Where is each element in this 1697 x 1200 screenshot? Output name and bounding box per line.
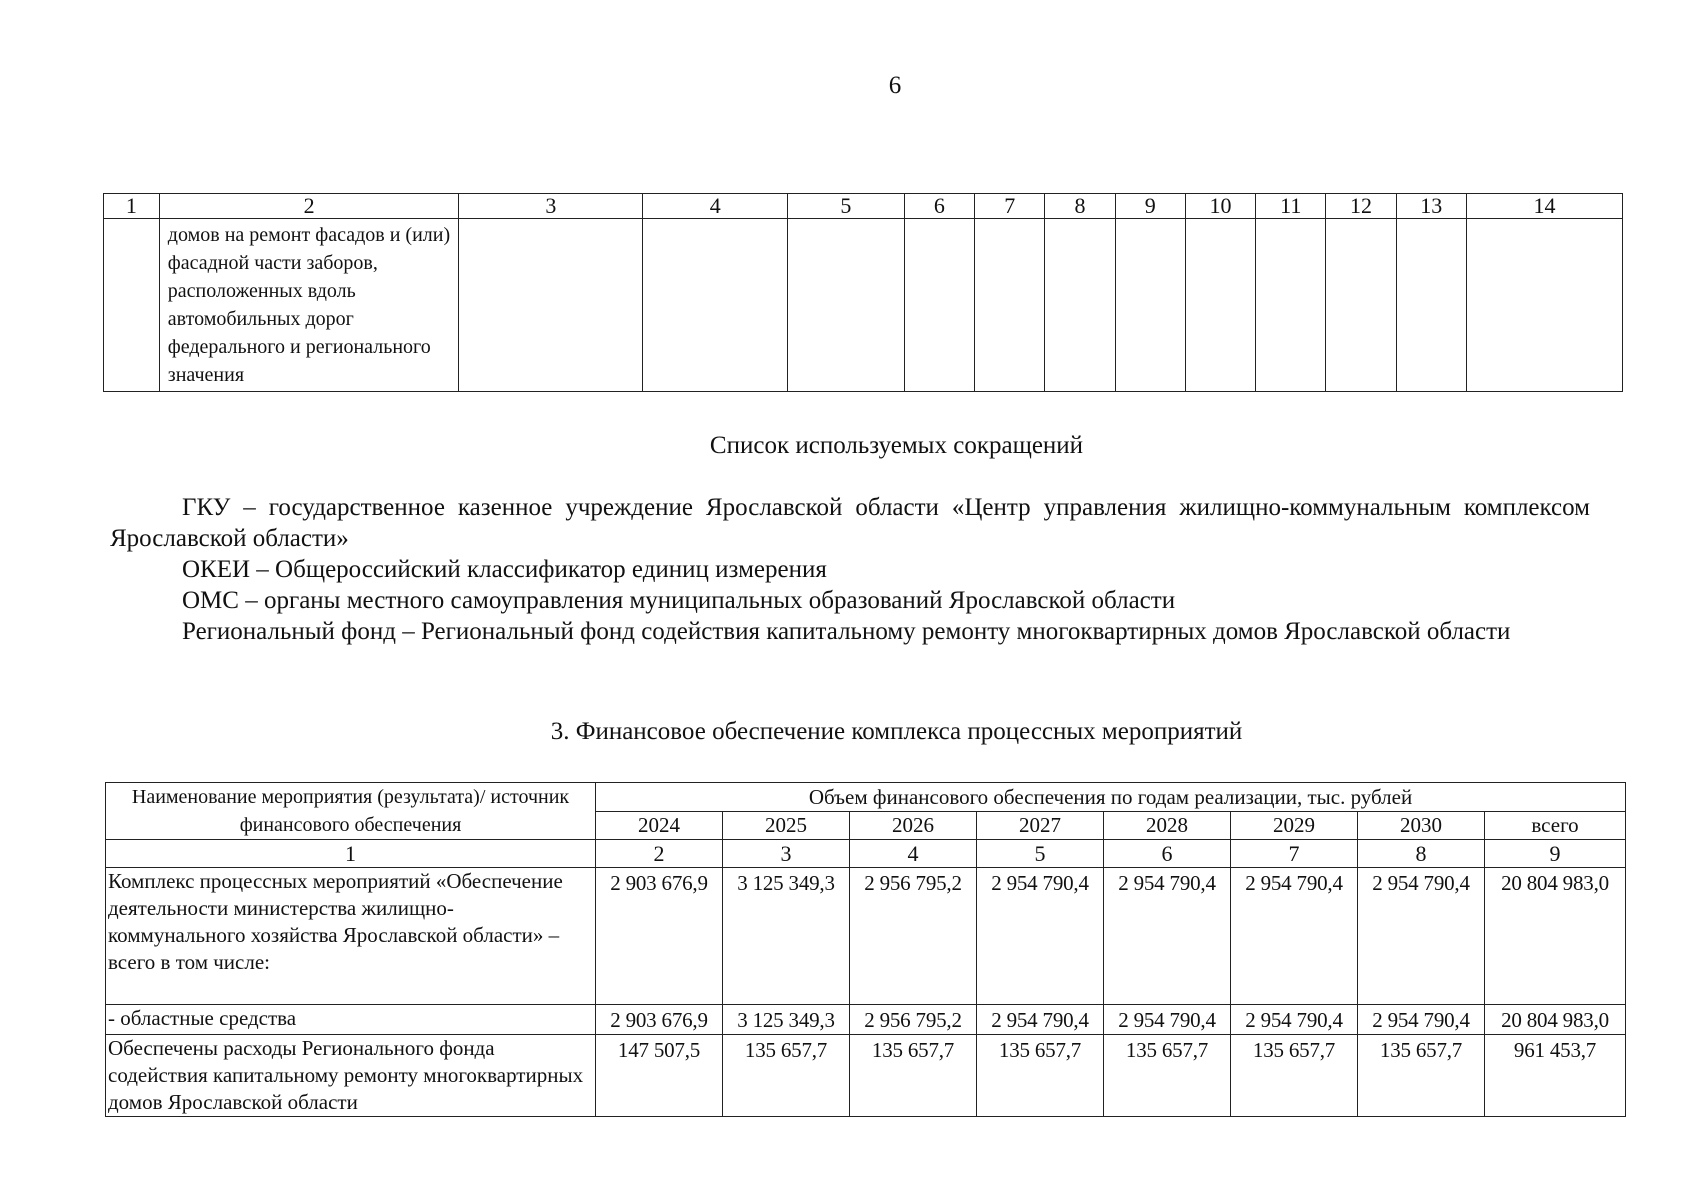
value-cell: 3 125 349,3 — [723, 1005, 850, 1035]
year-header: 2024 — [596, 811, 723, 840]
value-cell: 135 657,7 — [723, 1035, 850, 1117]
finance-header-row — [106, 783, 1626, 812]
value-cell: 135 657,7 — [977, 1035, 1104, 1117]
index-cell: 1 — [106, 840, 596, 868]
value-cell: 2 903 676,9 — [596, 1005, 723, 1035]
value-cell: 2 956 795,2 — [850, 868, 977, 1005]
abbreviations-list — [110, 492, 1590, 647]
abbreviation-item: ГКУ – государственное казенное учреждение Ярославской области «Центр управления жилищно-коммунальным комплексом Ярославской области» — [110, 494, 1590, 552]
value-cell: 2 954 790,4 — [1231, 868, 1358, 1005]
table-row — [104, 219, 1623, 392]
value-cell: 961 453,7 — [1485, 1035, 1626, 1117]
column-number: 13 — [1396, 194, 1466, 219]
column-number: 3 — [459, 194, 643, 219]
table-row — [106, 868, 1626, 1005]
value-cell: 20 804 983,0 — [1485, 868, 1626, 1005]
column-number: 5 — [788, 194, 905, 219]
value-cell: 135 657,7 — [1104, 1035, 1231, 1117]
column-number: 8 — [1045, 194, 1115, 219]
value-cell: 2 956 795,2 — [850, 1005, 977, 1035]
index-cell: 8 — [1358, 840, 1485, 868]
value-cell: 2 954 790,4 — [977, 868, 1104, 1005]
year-header: 2030 — [1358, 811, 1485, 840]
value-cell: 2 954 790,4 — [1231, 1005, 1358, 1035]
page-number: 6 — [888, 72, 902, 99]
abbreviation-item: ОМС – органы местного самоуправления муниципальных образований Ярославской области — [182, 587, 1176, 614]
value-cell: 135 657,7 — [1358, 1035, 1485, 1117]
index-cell: 4 — [850, 840, 977, 868]
value-cell: 2 903 676,9 — [596, 868, 723, 1005]
value-cell: 135 657,7 — [1231, 1035, 1358, 1117]
year-header: 2029 — [1231, 811, 1358, 840]
column-number: 14 — [1466, 194, 1622, 219]
value-cell: 20 804 983,0 — [1485, 1005, 1626, 1035]
table-row — [106, 1005, 1626, 1035]
row-name: Обеспечены расходы Регионального фонда содействия капитальному ремонту многоквартирных домов Ярославской области — [106, 1035, 596, 1117]
column-number: 12 — [1326, 194, 1396, 219]
index-cell: 6 — [1104, 840, 1231, 868]
column-number: 4 — [643, 194, 788, 219]
column-number-row — [104, 194, 1623, 219]
finance-table — [105, 782, 1626, 1117]
row-description: домов на ремонт фасадов и (или) фасадной части заборов, расположенных вдоль автомобильных дорог федерального и регионального значения — [159, 219, 459, 392]
value-cell: 2 954 790,4 — [1358, 1005, 1485, 1035]
continuation-table — [103, 193, 1623, 392]
index-row — [106, 840, 1626, 868]
index-cell: 5 — [977, 840, 1104, 868]
column-number: 6 — [904, 194, 974, 219]
year-header: 2026 — [850, 811, 977, 840]
abbreviation-item: Региональный фонд – Региональный фонд содействия капитальному ремонту многоквартирных домов Ярославской области — [182, 618, 1511, 645]
year-header: всего — [1485, 811, 1626, 840]
value-cell: 2 954 790,4 — [977, 1005, 1104, 1035]
volume-header: Объем финансового обеспечения по годам реализации, тыс. рублей — [596, 783, 1626, 812]
value-cell: 2 954 790,4 — [1104, 868, 1231, 1005]
table-row — [106, 1035, 1626, 1117]
value-cell: 3 125 349,3 — [723, 868, 850, 1005]
column-number: 10 — [1185, 194, 1255, 219]
name-column-header: Наименование мероприятия (результата)/ источник финансового обеспечения — [106, 783, 596, 840]
value-cell: 2 954 790,4 — [1358, 868, 1485, 1005]
column-number: 2 — [159, 194, 459, 219]
finance-section-title: 3. Финансовое обеспечение комплекса процессных мероприятий — [550, 718, 1243, 745]
abbreviation-item: ОКЕИ – Общероссийский классификатор единиц измерения — [182, 556, 827, 583]
year-header: 2025 — [723, 811, 850, 840]
value-cell: 147 507,5 — [596, 1035, 723, 1117]
index-cell: 2 — [596, 840, 723, 868]
index-cell: 3 — [723, 840, 850, 868]
index-cell: 9 — [1485, 840, 1626, 868]
value-cell: 135 657,7 — [850, 1035, 977, 1117]
year-header: 2028 — [1104, 811, 1231, 840]
row-name: - областные средства — [106, 1005, 596, 1035]
year-header: 2027 — [977, 811, 1104, 840]
index-cell: 7 — [1231, 840, 1358, 868]
column-number: 7 — [975, 194, 1045, 219]
column-number: 9 — [1115, 194, 1185, 219]
abbreviations-title: Список используемых сокращений — [709, 432, 1084, 459]
column-number: 1 — [104, 194, 160, 219]
row-name: Комплекс процессных мероприятий «Обеспечение деятельности министерства жилищно-коммунального хозяйства Ярославской области» – всего в том числе: — [106, 868, 596, 1005]
value-cell: 2 954 790,4 — [1104, 1005, 1231, 1035]
column-number: 11 — [1256, 194, 1326, 219]
